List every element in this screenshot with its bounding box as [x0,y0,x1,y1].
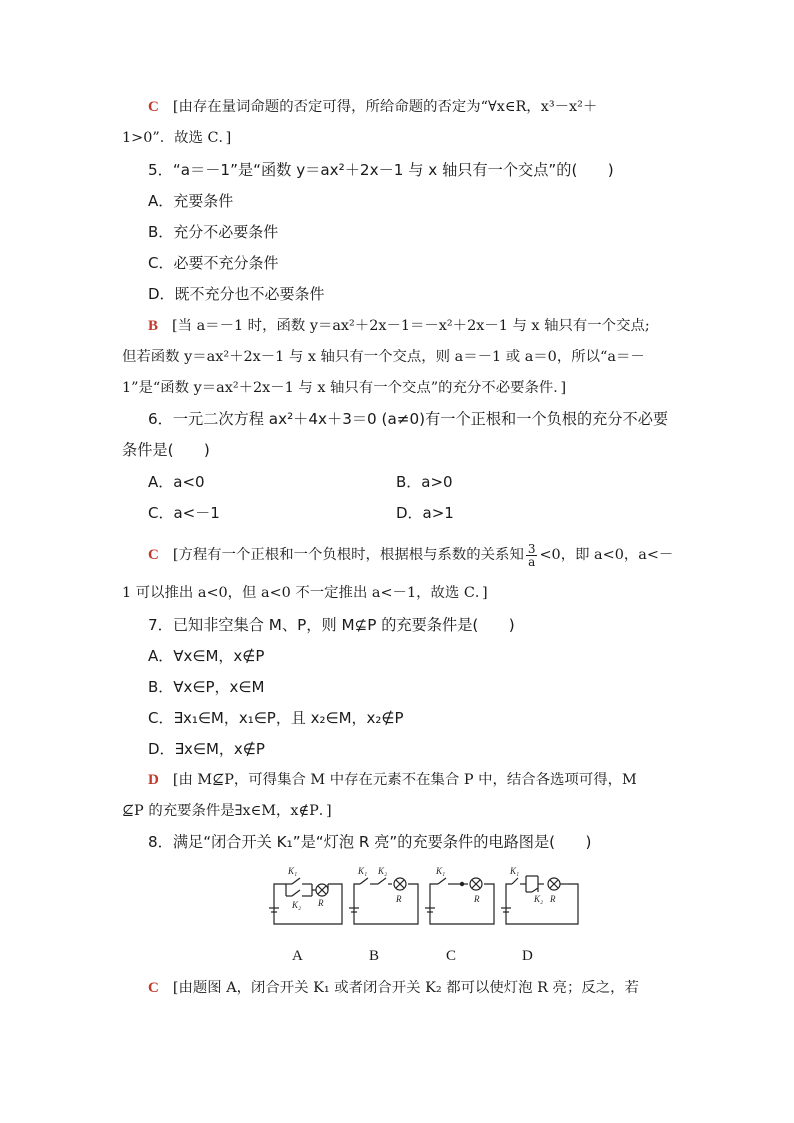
svg-text:K₂: K₂ [534,894,544,904]
q6-options-row-1 [148,469,708,495]
q5-option-a: A．充要条件 [148,192,234,210]
fraction: $\frac{3}{a}$ [527,541,536,569]
answer-6-line-2: 1 可以推出 a<0，但 a<0 不一定推出 a<－1，故选 C．] [122,585,488,601]
answer-4-line-2: 1>0”．故选 C．] [122,130,232,146]
q5-option-b: B．充分不必要条件 [148,223,279,241]
question-6-line-2: 条件是( ) [122,441,210,459]
q7-option-c: C．∃x₁∈M，x₁∈P，且 x₂∈M，x₂∉P [148,709,404,727]
circuit-label-b: B [369,948,380,964]
answer-mark: D [148,772,159,788]
q7-option-a: A．∀x∈M，x∉P [148,647,265,665]
answer-mark: C [148,547,159,563]
q6-options-row-2 [148,500,708,526]
circuit-b [349,866,418,924]
k1-label: K₁ [288,866,298,876]
r-label: R [318,898,324,908]
answer-mark: C [148,99,159,115]
q5-option-c: C．必要不充分条件 [148,254,279,272]
answer-mark: C [148,980,159,996]
circuit-label-c: C [446,948,457,964]
answer-7-line-2: ⊈P 的充要条件是∃x∈M，x∉P．] [122,803,332,819]
q6-option-b: B．a>0 [396,473,453,491]
svg-text:K₂: K₂ [378,866,388,876]
q5-option-d: D．既不充分也不必要条件 [148,285,325,303]
circuit-d [501,866,578,924]
k2-label: K₂ [292,900,302,910]
q7-option-b: B．∀x∈P，x∈M [148,678,265,696]
circuit-c [425,866,494,924]
question-7: 7．已知非空集合 M、P，则 M⊈P 的充要条件是( ) [148,616,515,634]
answer-5-line-1: B [当 a＝－1 时，函数 y＝ax²＋2x－1＝－x²＋2x－1 与 x 轴只有一个交点; [148,318,650,334]
svg-text:R: R [396,894,402,904]
answer-8-line-1: C [由题图 A，闭合开关 K₁ 或者闭合开关 K₂ 都可以使灯泡 R 亮；反之，若 [148,980,639,996]
answer-4-line-1: C [由存在量词命题的否定可得，所给命题的否定为“∀x∈R，x³－x²＋ [148,99,598,115]
circuit-label-d: D [522,948,533,964]
circuit-label-a: A [292,948,303,964]
question-8: 8．满足“闭合开关 K₁”是“灯泡 R 亮”的充要条件的电路图是( ) [148,833,592,851]
question-5: 5．“a＝－1”是“函数 y＝ax²＋2x－1 与 x 轴只有一个交点”的( ) [148,161,614,179]
answer-mark: B [148,318,159,334]
svg-text:R: R [474,894,480,904]
svg-text:K₁: K₁ [510,866,520,876]
svg-text:R: R [550,894,556,904]
answer-5-line-2: 但若函数 y＝ax²＋2x－1 与 x 轴只有一个交点，则 a＝－1 或 a＝0，所以“a＝－ [122,349,645,365]
answer-5-line-3: 1”是“函数 y＝ax²＋2x－1 与 x 轴只有一个交点”的充分不必要条件．] [122,380,567,396]
q6-option-d: D．a>1 [396,504,454,522]
svg-text:K₁: K₁ [358,866,368,876]
answer-6-line-1: C [方程有一个正根和一个负根时，根据根与系数的关系知 $\frac{3}{a}$ <0，即 a<0，a<－ [148,541,674,569]
svg-text:K₁: K₁ [436,866,446,876]
answer-7-line-1: D [由 M⊈P，可得集合 M 中存在元素不在集合 P 中，结合各选项可得，M [148,772,637,788]
q6-option-a: A．a<0 [148,473,205,491]
q6-option-c: C．a<－1 [148,504,220,522]
question-6-line-1: 6．一元二次方程 ax²＋4x＋3＝0 (a≠0)有一个正根和一个负根的充分不必要 [148,410,669,428]
circuit-diagrams [266,864,686,936]
circuit-a [269,866,342,924]
q7-option-d: D．∃x∈M，x∉P [148,740,265,758]
